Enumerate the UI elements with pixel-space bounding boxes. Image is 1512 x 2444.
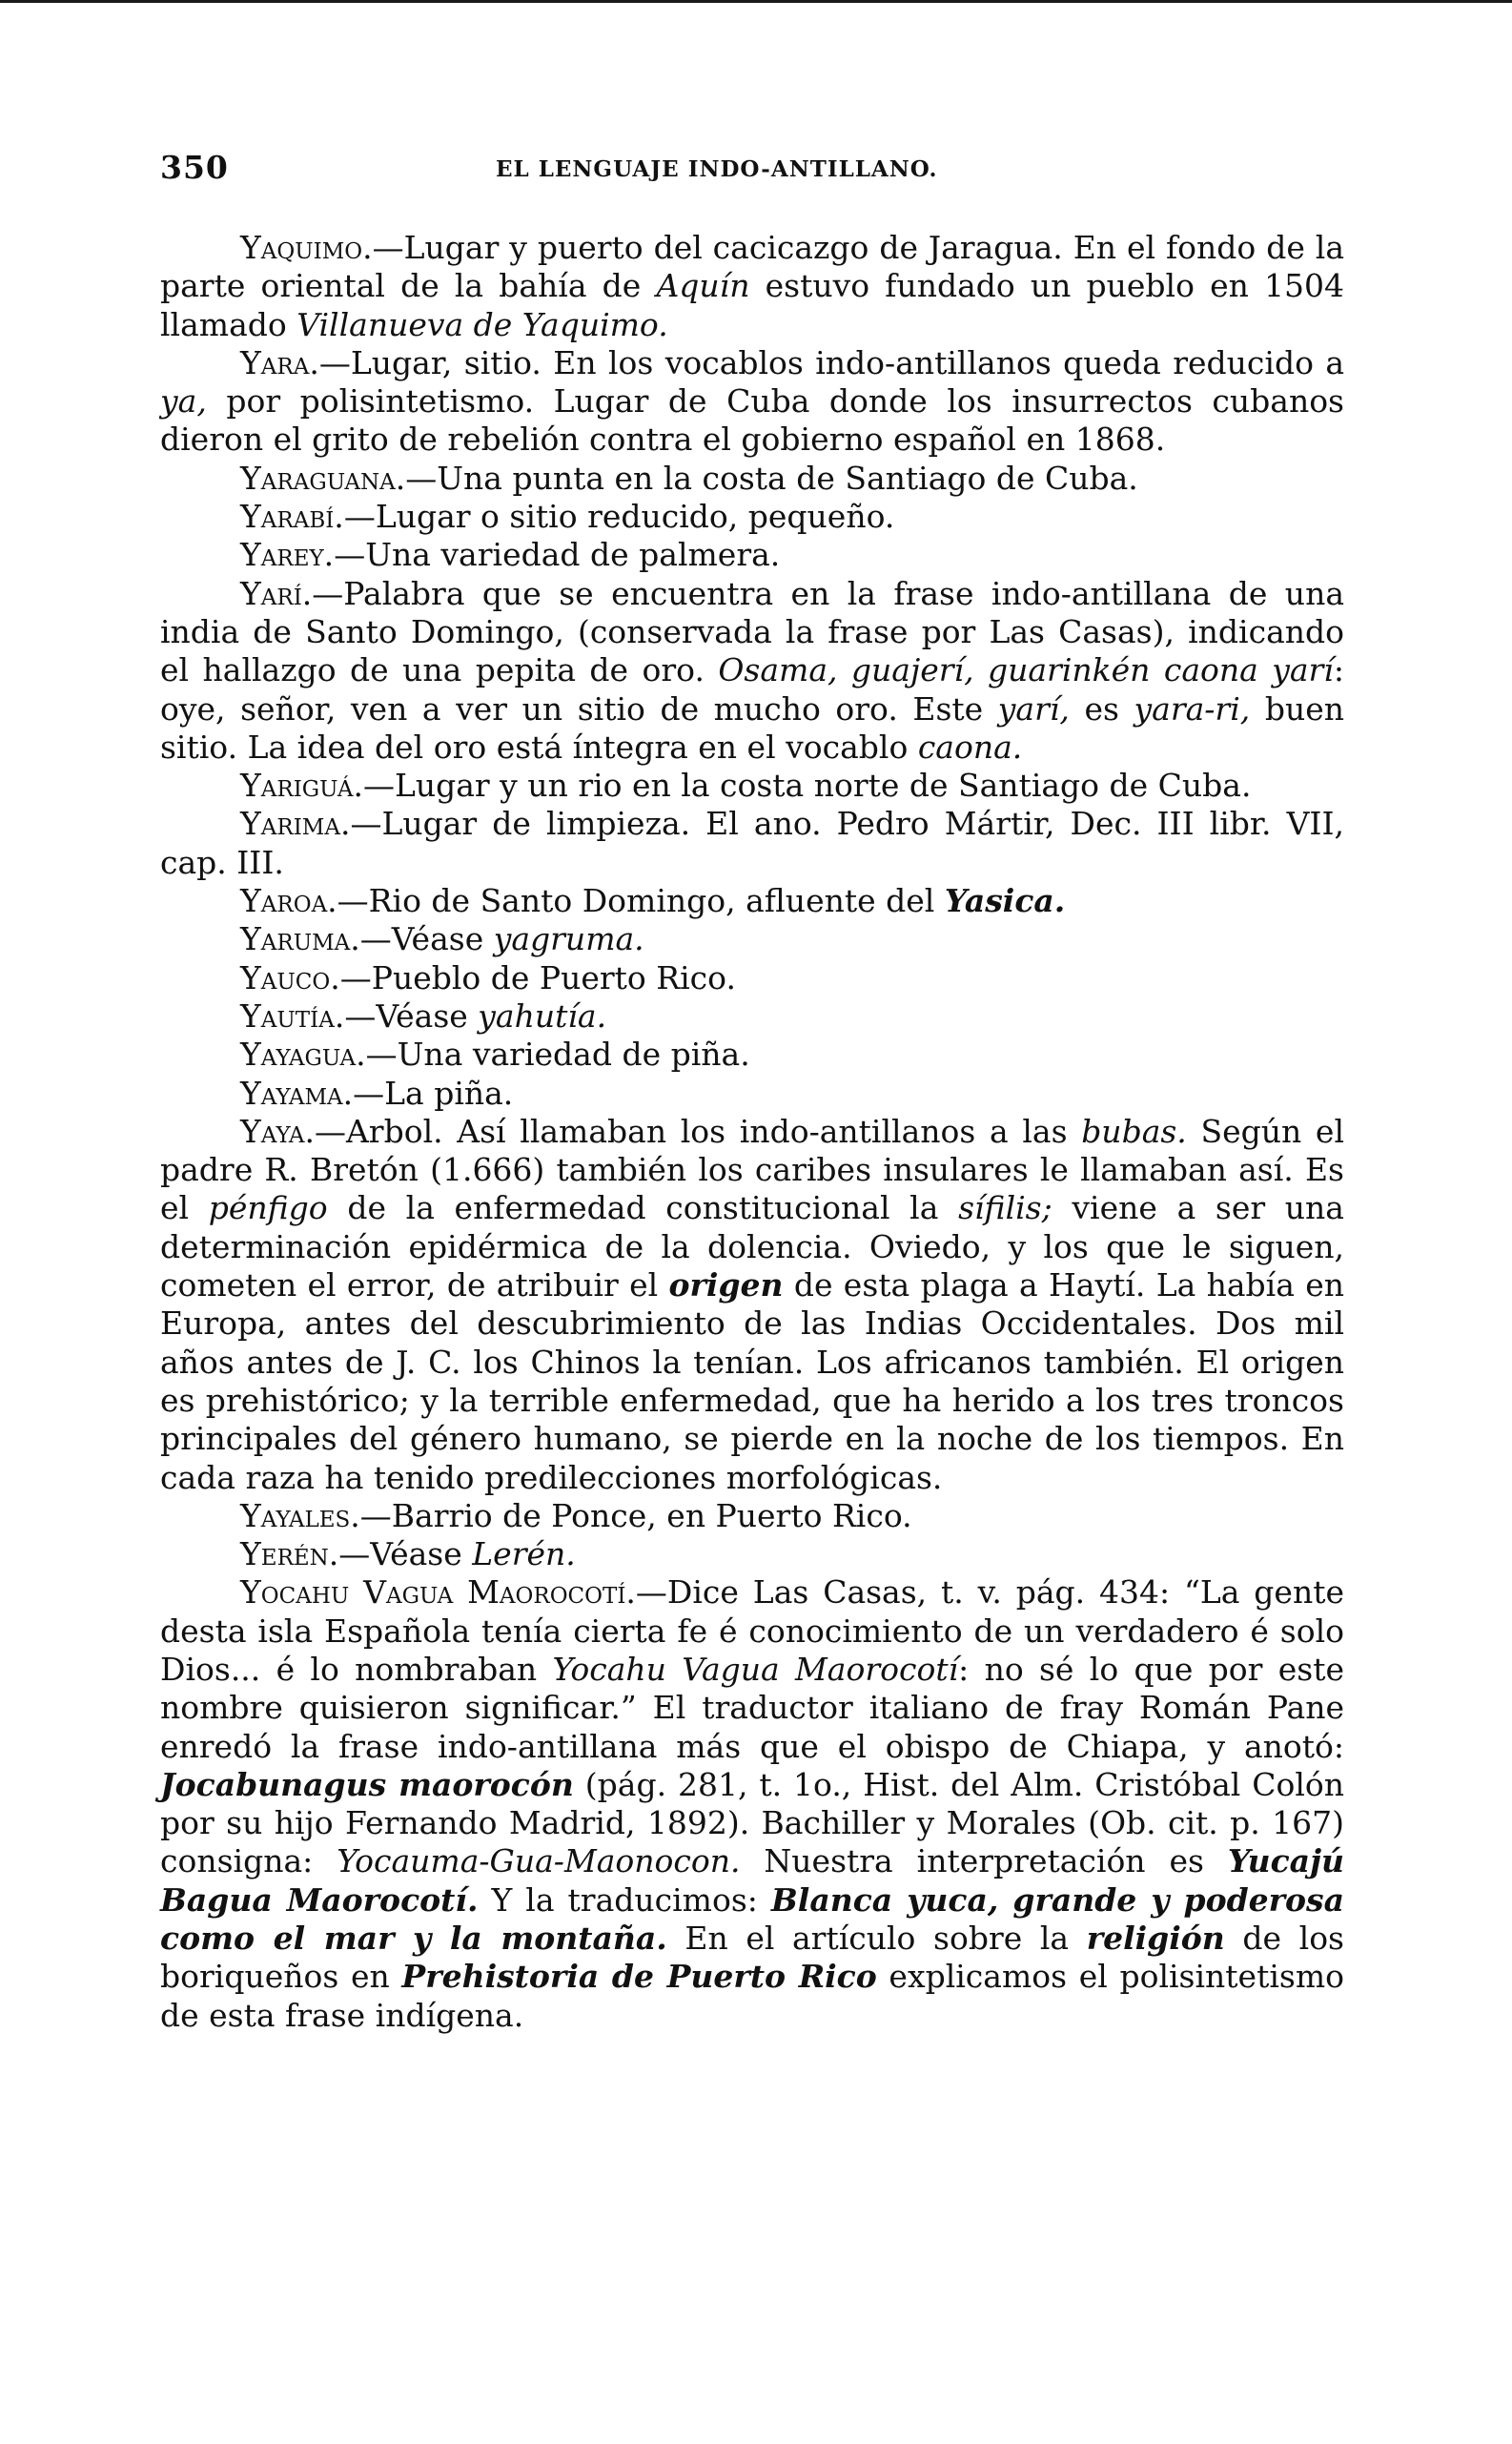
definition-text: —La piña.	[353, 1074, 514, 1112]
entry-yarima	[160, 805, 1344, 882]
headword: Yarey.	[240, 536, 335, 574]
headword: Yerén.	[240, 1535, 339, 1573]
definition-text: —Rio de Santo Domingo, afluente del	[337, 882, 945, 920]
headword: Yautía.	[240, 996, 345, 1035]
italic-term: Osama, guajerí, guarinkén caona yarí	[718, 651, 1334, 689]
definition-text: explicamos el polisintetismo de esta frase indígena.	[160, 1958, 1344, 2034]
definition-text: —Pueblo de Puerto Rico.	[339, 958, 736, 996]
definition-text: —Una variedad de piña.	[365, 1036, 750, 1074]
headword: Yayama.	[240, 1074, 354, 1112]
definition-text: : no sé lo que por este nombre quisieron significar.” El traductor italiano de fray Román Pane enredó la frase indo-antillana más que el obispo de Chiapa, y anotó:	[160, 1650, 1344, 1765]
definition-text: por polisintetismo. Lugar de Cuba donde los insurrectos cubanos dieron el grito de rebelión contra el gobierno español en 1868.	[160, 382, 1344, 459]
headword: Yarima.	[240, 805, 351, 843]
italic-term: yarí,	[997, 689, 1070, 728]
definition-text: —Lugar, sitio. En los vocablos indo-antillanos queda reducido a	[318, 343, 1344, 381]
italic-term: yara-ri,	[1134, 689, 1251, 728]
entry-yayales	[160, 1497, 1344, 1535]
entry-yarey	[160, 536, 1344, 574]
definition-text: buen sitio. La idea del oro está íntegra en el vocablo	[160, 689, 1344, 766]
italic-term: Yasica.	[944, 882, 1066, 920]
definition-text: de esta plaga a Haytí. La había en Europa, antes del descubrimiento de las Indias Occidentales. Dos mil años antes de J. C. los Chinos la tenían. Los africanos también. El origen es prehistórico; y la terrible enfermedad, que ha herido a los tres troncos principales del género humano, se pierde en la noche de los tiempos. En cada raza ha tenido predilecciones morfológicas.	[160, 1266, 1344, 1496]
headword: Yaroa.	[240, 882, 337, 920]
definition-text: (pág. 281, t. 1o., Hist. del Alm. Cristóbal Colón por su hijo Fernando Madrid, 1892). Bachiller y Morales (Ob. cit. p. 167) consigna:	[160, 1765, 1345, 1880]
running-title: EL LENGUAJE INDO-ANTILLANO.	[496, 156, 938, 182]
entry-yarigua	[160, 767, 1344, 805]
entry-yocahu	[160, 1573, 1344, 2035]
entry-yara	[160, 344, 1344, 460]
italic-term: Jocabunagus maorocón	[160, 1765, 574, 1803]
definition-text: —Lugar y un rio en la costa norte de Santiago de Cuba.	[362, 767, 1252, 805]
entry-yaraguana	[160, 460, 1344, 498]
entry-yaruma	[160, 920, 1344, 958]
definition-text: Nuestra interpretación es	[740, 1842, 1228, 1880]
italic-term: pénfigo	[208, 1189, 328, 1227]
entry-yaroa	[160, 882, 1344, 920]
definition-text: Según el padre R. Bretón (1.666) también los caribes insulares le llamaban así. Es el	[160, 1112, 1344, 1227]
definition-text: —Lugar y puerto del cacicazgo de Jaragua. En el fondo de la parte oriental de la bahía de	[160, 229, 1344, 305]
definition-text: Y la traducimos:	[478, 1880, 771, 1919]
entry-yauco	[160, 959, 1344, 997]
entry-yeren	[160, 1535, 1344, 1573]
definition-text: de la enfermedad constitucional la	[327, 1189, 959, 1227]
headword: Yayagua.	[240, 1036, 366, 1074]
headword: Yarí.	[240, 574, 313, 612]
headword: Yaruma.	[240, 920, 360, 958]
headword: Yauco.	[240, 958, 340, 996]
headword: Yaraguana.	[240, 459, 406, 497]
italic-term: Aquín	[656, 267, 750, 305]
definition-text: estuvo fundado un pueblo en 1504 llamado	[160, 267, 1345, 343]
entry-yarabi	[160, 498, 1344, 536]
running-head	[160, 149, 1352, 187]
definition-text: —Palabra que se encuentra en la frase indo-antillana de una india de Santo Domingo, (conservada la frase por Las Casas), indicando el hallazgo de una pepita de oro.	[160, 574, 1344, 689]
dictionary-text	[160, 229, 1344, 2035]
page-number: 350	[160, 149, 229, 186]
italic-term: ya,	[160, 382, 207, 421]
entry-yayama	[160, 1075, 1344, 1113]
italic-term: caona.	[917, 728, 1023, 766]
entry-yari	[160, 575, 1344, 767]
definition-text: —Una variedad de palmera.	[334, 536, 781, 574]
definition-text: —Lugar o sitio reducido, pequeño.	[343, 498, 895, 536]
italic-term: religión	[1086, 1920, 1225, 1958]
italic-term: Lerén.	[472, 1535, 576, 1573]
entry-yaya	[160, 1113, 1344, 1497]
definition-text: —Barrio de Ponce, en Puerto Rico.	[359, 1496, 912, 1534]
scan-top-edge	[0, 0, 1512, 3]
definition-text: —Dice Las Casas, t. v. pág. 434: “La gente desta isla Española tenía cierta fe é conocimiento de un verdadero é solo Dios... é lo nombraban	[160, 1573, 1344, 1688]
definition-text: : oye, señor, ven a ver un sitio de mucho oro. Este	[160, 651, 1344, 728]
definition-text: de los boriqueños en	[160, 1920, 1344, 1996]
definition-text: En el artículo sobre la	[666, 1920, 1087, 1958]
italic-term: bubas.	[1081, 1112, 1187, 1150]
headword: Yocahu Vagua Maorocotí.	[240, 1573, 636, 1612]
definition-text: es	[1069, 689, 1134, 728]
italic-term: Villanueva de Yaquimo.	[296, 305, 668, 343]
headword: Yariguá.	[240, 767, 363, 805]
definition-text: viene a ser una determinación epidérmica de la dolencia. Oviedo, y los que le siguen, cometen el error, de atribuir el	[160, 1189, 1344, 1304]
definition-text: —Véase	[338, 1535, 473, 1573]
definition-text: —Una punta en la costa de Santiago de Cuba.	[405, 459, 1138, 497]
definition-text: —Véase	[359, 920, 494, 958]
italic-term: origen	[668, 1266, 784, 1304]
headword: Yara.	[240, 343, 319, 381]
italic-term: Blanca yuca, grande y poderosa como el mar y la montaña.	[160, 1880, 1345, 1958]
italic-term: yahutía.	[478, 996, 607, 1035]
entry-yaquimo	[160, 229, 1344, 344]
headword: Yaya.	[240, 1112, 315, 1150]
italic-term: sífilis;	[958, 1189, 1052, 1227]
definition-text: —Arbol. Así llamaban los indo-antillanos a las	[314, 1112, 1082, 1150]
italic-term: yagruma.	[493, 920, 644, 958]
definition-text: —Véase	[344, 996, 479, 1035]
italic-term: Yocahu Vagua Maorocotí	[552, 1650, 959, 1688]
headword: Yaquimo.	[240, 229, 373, 266]
entry-yayagua	[160, 1036, 1344, 1074]
italic-term: Prehistoria de Puerto Rico	[401, 1958, 877, 1996]
italic-term: Yocauma-Gua-Maonocon.	[337, 1842, 741, 1880]
headword: Yarabí.	[240, 498, 344, 536]
headword: Yayales.	[240, 1496, 360, 1534]
italic-term: Yucajú Bagua Maorocotí.	[160, 1842, 1344, 1919]
definition-text: —Lugar de limpieza. El ano. Pedro Mártir, Dec. III libr. VII, cap. III.	[160, 805, 1344, 881]
entry-yautia	[160, 997, 1344, 1036]
